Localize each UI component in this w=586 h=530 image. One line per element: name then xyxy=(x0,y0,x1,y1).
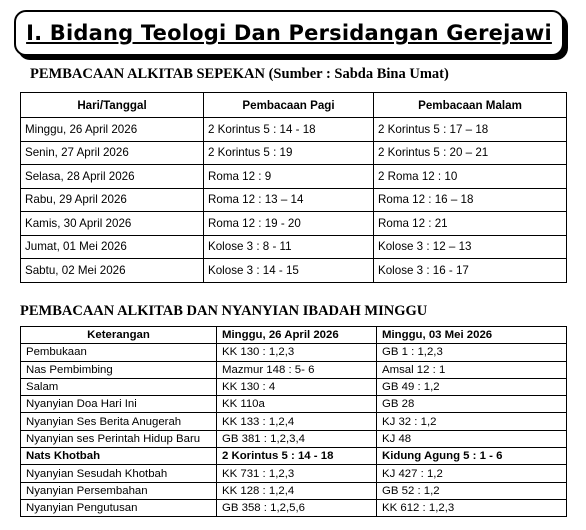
day-date-cell: Selasa, 28 April 2026 xyxy=(21,165,204,189)
description-cell: Nyanyian Doa Hari Ini xyxy=(21,396,217,413)
table-row xyxy=(21,465,567,482)
day-date-cell: Jumat, 01 Mei 2026 xyxy=(21,235,204,259)
sunday-2-cell: GB 28 xyxy=(377,396,567,413)
evening-reading-cell: Kolose 3 : 16 - 17 xyxy=(374,259,567,283)
morning-reading-cell: Kolose 3 : 14 - 15 xyxy=(204,259,374,283)
morning-reading-cell: Roma 12 : 9 xyxy=(204,165,374,189)
weekly-reading-heading: PEMBACAAN ALKITAB SEPEKAN (Sumber : Sabda Bina Umat) xyxy=(30,66,449,82)
day-date-cell: Minggu, 26 April 2026 xyxy=(21,118,204,142)
sunday-1-cell: GB 381 : 1,2,3,4 xyxy=(217,430,377,447)
table-row xyxy=(21,430,567,447)
description-cell: Nas Pembimbing xyxy=(21,361,217,378)
table-row xyxy=(21,212,567,236)
table-row xyxy=(21,499,567,516)
description-cell: Nyanyian Ses Berita Anugerah xyxy=(21,413,217,430)
sunday-1-cell: GB 358 : 1,2,5,6 xyxy=(217,499,377,516)
evening-reading-cell: 2 Korintus 5 : 17 – 18 xyxy=(374,118,567,142)
sunday-1-cell: 2 Korintus 5 : 14 - 18 xyxy=(217,448,377,465)
sunday-2-cell: KJ 427 : 1,2 xyxy=(377,465,567,482)
table-row xyxy=(21,396,567,413)
description-cell: Nyanyian Pengutusan xyxy=(21,499,217,516)
sunday-1-cell: KK 133 : 1,2,4 xyxy=(217,413,377,430)
evening-reading-cell: Roma 12 : 16 – 18 xyxy=(374,188,567,212)
description-cell: Nyanyian Sesudah Khotbah xyxy=(21,465,217,482)
day-date-cell: Senin, 27 April 2026 xyxy=(21,141,204,165)
morning-reading-cell: 2 Korintus 5 : 14 - 18 xyxy=(204,118,374,142)
table-row xyxy=(21,141,567,165)
header-morning-reading: Pembacaan Pagi xyxy=(204,93,374,118)
table-row xyxy=(21,344,567,361)
table-row xyxy=(21,259,567,283)
day-date-cell: Sabtu, 02 Mei 2026 xyxy=(21,259,204,283)
sunday-1-cell: KK 731 : 1,2,3 xyxy=(217,465,377,482)
evening-reading-cell: Kolose 3 : 12 – 13 xyxy=(374,235,567,259)
sunday-2-cell: KJ 32 : 1,2 xyxy=(377,413,567,430)
table-row xyxy=(21,235,567,259)
table-row xyxy=(21,482,567,499)
sunday-1-cell: Mazmur 148 : 5- 6 xyxy=(217,361,377,378)
day-date-cell: Kamis, 30 April 2026 xyxy=(21,212,204,236)
header-sunday-1: Minggu, 26 April 2026 xyxy=(217,327,377,344)
section-title: I. Bidang Teologi Dan Persidangan Gerejawi xyxy=(26,21,552,45)
header-description: Keterangan xyxy=(21,327,217,344)
sunday-2-cell: GB 1 : 1,2,3 xyxy=(377,344,567,361)
description-cell: Nats Khotbah xyxy=(21,448,217,465)
sunday-1-cell: KK 130 : 4 xyxy=(217,378,377,395)
evening-reading-cell: Roma 12 : 21 xyxy=(374,212,567,236)
table-row xyxy=(21,188,567,212)
morning-reading-cell: Roma 12 : 13 – 14 xyxy=(204,188,374,212)
weekly-reading-table xyxy=(20,92,567,283)
sunday-service-heading: PEMBACAAN ALKITAB DAN NYANYIAN IBADAH MINGGU xyxy=(20,303,428,319)
table-row xyxy=(21,118,567,142)
sunday-2-cell: GB 49 : 1,2 xyxy=(377,378,567,395)
header-sunday-2: Minggu, 03 Mei 2026 xyxy=(377,327,567,344)
sunday-2-cell: KJ 48 xyxy=(377,430,567,447)
table-row xyxy=(21,448,567,465)
description-cell: Pembukaan xyxy=(21,344,217,361)
header-evening-reading: Pembacaan Malam xyxy=(374,93,567,118)
table-header-row xyxy=(21,327,567,344)
description-cell: Salam xyxy=(21,378,217,395)
day-date-cell: Rabu, 29 April 2026 xyxy=(21,188,204,212)
evening-reading-cell: 2 Korintus 5 : 20 – 21 xyxy=(374,141,567,165)
sunday-1-cell: KK 130 : 1,2,3 xyxy=(217,344,377,361)
morning-reading-cell: Roma 12 : 19 - 20 xyxy=(204,212,374,236)
sunday-2-cell: KK 612 : 1,2,3 xyxy=(377,499,567,516)
section-title-box xyxy=(14,10,564,56)
table-row xyxy=(21,165,567,189)
sunday-1-cell: KK 110a xyxy=(217,396,377,413)
morning-reading-cell: Kolose 3 : 8 - 11 xyxy=(204,235,374,259)
description-cell: Nyanyian Persembahan xyxy=(21,482,217,499)
sunday-2-cell: GB 52 : 1,2 xyxy=(377,482,567,499)
sunday-service-table xyxy=(20,326,567,517)
sunday-2-cell: Amsal 12 : 1 xyxy=(377,361,567,378)
sunday-1-cell: KK 128 : 1,2,4 xyxy=(217,482,377,499)
sunday-2-cell: Kidung Agung 5 : 1 - 6 xyxy=(377,448,567,465)
table-row xyxy=(21,361,567,378)
header-day-date: Hari/Tanggal xyxy=(21,93,204,118)
table-row xyxy=(21,378,567,395)
table-header-row xyxy=(21,93,567,118)
morning-reading-cell: 2 Korintus 5 : 19 xyxy=(204,141,374,165)
table-row xyxy=(21,413,567,430)
description-cell: Nyanyian ses Perintah Hidup Baru xyxy=(21,430,217,447)
evening-reading-cell: 2 Roma 12 : 10 xyxy=(374,165,567,189)
